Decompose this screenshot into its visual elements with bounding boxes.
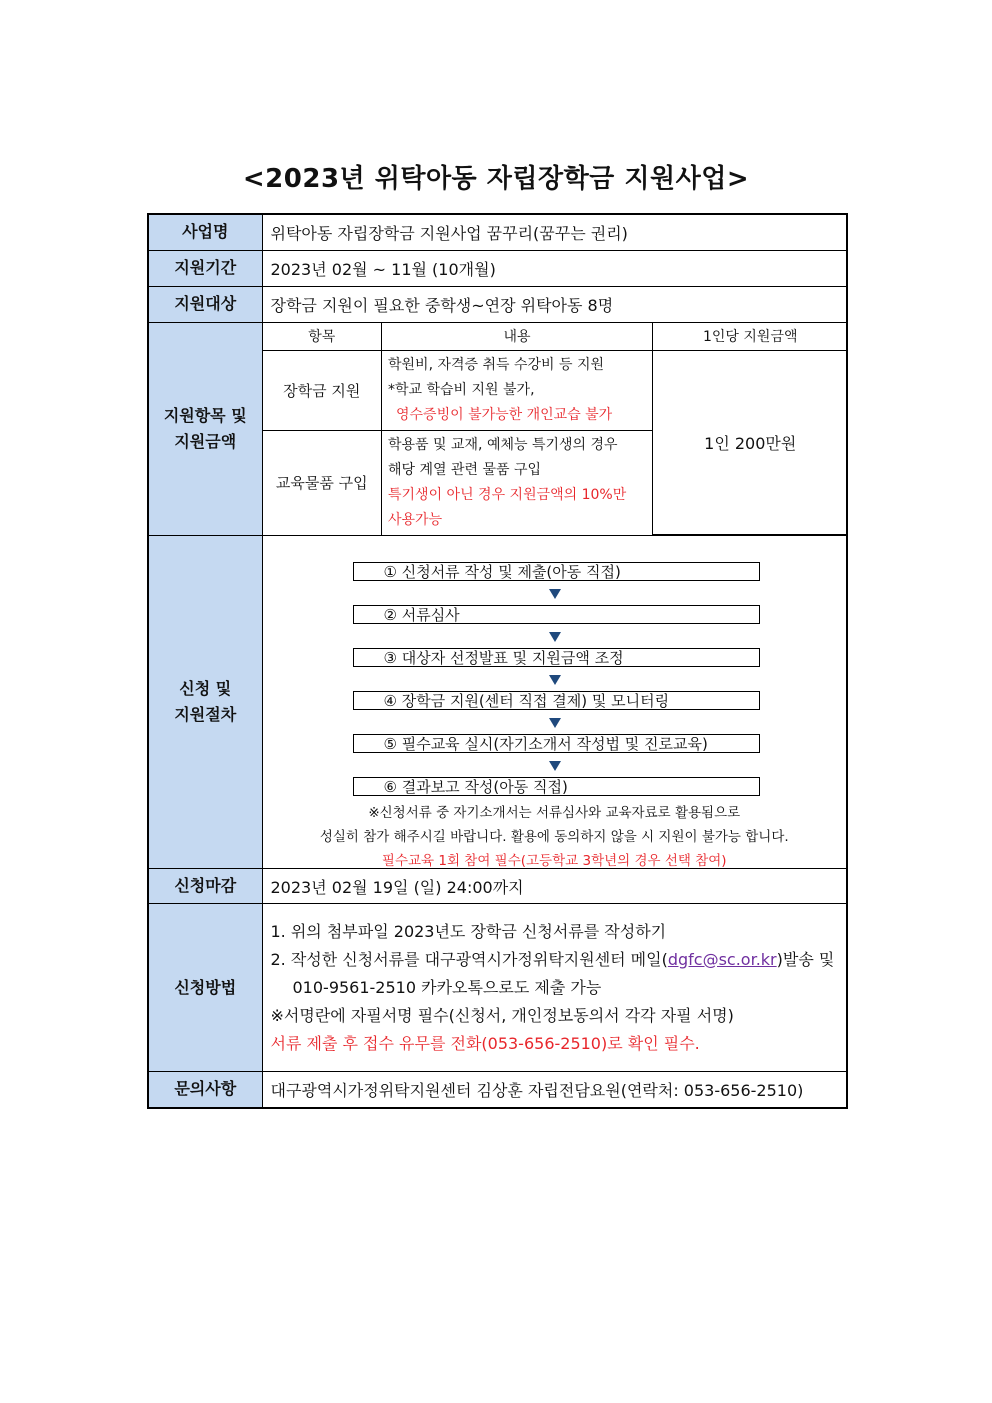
amount-value: 1인 200만원 — [653, 350, 848, 535]
deadline-label: 신청마감 — [148, 869, 262, 904]
arrow-down-icon — [549, 632, 561, 642]
row-target — [148, 286, 847, 322]
page-title: <2023년 위탁아동 자립장학금 지원사업> — [242, 164, 750, 194]
procedure-step-6: ⑥ 결과보고 작성(아동 직접) — [353, 777, 760, 796]
business-name-label: 사업명 — [148, 214, 262, 250]
procedure-label-line1: 신청 및 — [179, 679, 232, 698]
support-items-label-line2: 지원금액 — [174, 431, 237, 451]
target-label: 지원대상 — [148, 286, 262, 322]
supplies-desc-line2: 해당 계열 관련 물품 구입 — [388, 461, 542, 478]
procedure-step-4: ④ 장학금 지원(센터 직접 결제) 및 모니터링 — [353, 691, 760, 710]
method-line-2-text: 2. 작성한 신청서류를 대구광역시가정위탁지원센터 메일( — [270, 949, 668, 969]
period-value: 2023년 02월 ~ 11월 (10개월) — [262, 250, 847, 286]
arrow-down-icon — [549, 718, 561, 728]
support-items-label — [148, 322, 262, 536]
method-line-4: ※서명란에 자필서명 필수(신청서, 개인정보동의서 각각 자필 서명) — [270, 1005, 734, 1025]
row-procedure — [148, 536, 847, 869]
col-content-header: 내용 — [382, 323, 653, 351]
procedure-flow — [263, 536, 847, 868]
procedure-label — [148, 536, 262, 869]
row-deadline — [148, 869, 847, 904]
col-amount-header: 1인당 지원금액 — [653, 323, 848, 351]
procedure-note-2: 성실히 참가 해주시길 바랍니다. 활용에 동의하지 않을 시 지원이 불가능 합니다. — [319, 829, 789, 845]
procedure-step-5: ⑤ 필수교육 실시(자기소개서 작성법 및 진로교육) — [353, 734, 760, 753]
method-line-2-suffix: )발송 및 — [776, 949, 835, 969]
procedure-step-2: ② 서류심사 — [353, 605, 760, 624]
arrow-down-icon — [549, 589, 561, 599]
method-line-1: 1. 위의 첨부파일 2023년도 장학금 신청서류를 작성하기 — [270, 921, 667, 941]
email-link[interactable]: dgfc@sc.or.kr — [667, 949, 777, 969]
supplies-description — [382, 430, 653, 535]
procedure-label-line2: 지원절차 — [174, 705, 237, 724]
deadline-value: 2023년 02월 19일 (일) 24:00까지 — [262, 869, 847, 904]
method-line-3: 010-9561-2510 카카오톡으로도 제출 가능 — [292, 977, 602, 997]
scholarship-desc-line2: *학교 학습비 지원 불가, — [388, 381, 535, 398]
scholarship-item-name: 장학금 지원 — [263, 350, 382, 430]
scholarship-desc-line3: 영수증빙이 불가능한 개인교습 불가 — [396, 406, 613, 423]
method-label: 신청방법 — [148, 904, 262, 1072]
target-value: 장학금 지원이 필요한 중학생~연장 위탁아동 8명 — [262, 286, 847, 322]
supplies-desc-line4: 사용가능 — [388, 511, 443, 528]
business-name-value: 위탁아동 자립장학금 지원사업 꿈꾸리(꿈꾸는 권리) — [262, 214, 847, 250]
supplies-desc-line1: 학용품 및 교재, 예체능 특기생의 경우 — [388, 436, 618, 453]
col-item-header: 항목 — [263, 323, 382, 351]
arrow-down-icon — [549, 761, 561, 771]
row-business-name — [148, 214, 847, 250]
method-line-2 — [271, 946, 839, 974]
support-items-label-line1: 지원항목 및 — [163, 405, 247, 425]
method-content — [262, 904, 847, 1072]
method-line-5: 서류 제출 후 접수 유무를 전화(053-656-2510)로 확인 필수. — [270, 1033, 700, 1053]
scholarship-desc-line1: 학원비, 자격증 취득 수강비 등 지원 — [388, 356, 605, 373]
procedure-note-1: ※신청서류 중 자기소개서는 서류심사와 교육자료로 활용됨으로 — [368, 805, 741, 821]
supplies-item-name: 교육물품 구입 — [263, 430, 382, 535]
program-info-table — [147, 213, 848, 1109]
row-method — [148, 904, 847, 1072]
period-label: 지원기간 — [148, 250, 262, 286]
support-items-table — [263, 323, 848, 536]
inquiry-value: 대구광역시가정위탁지원센터 김상훈 자립전담요원(연락처: 053-656-2510) — [262, 1072, 847, 1108]
procedure-step-3: ③ 대상자 선정발표 및 지원금액 조정 — [353, 648, 760, 667]
supplies-desc-line3: 특기생이 아닌 경우 지원금액의 10%만 — [388, 486, 627, 503]
inquiry-label: 문의사항 — [148, 1072, 262, 1108]
arrow-down-icon — [549, 675, 561, 685]
procedure-note-3: 필수교육 1회 참여 필수(고등학교 3학년의 경우 선택 참여) — [381, 853, 727, 869]
row-period — [148, 250, 847, 286]
row-support-items — [148, 322, 847, 536]
procedure-step-1: ① 신청서류 작성 및 제출(아동 직접) — [353, 562, 760, 581]
row-inquiry — [148, 1072, 847, 1108]
scholarship-description — [382, 350, 653, 430]
